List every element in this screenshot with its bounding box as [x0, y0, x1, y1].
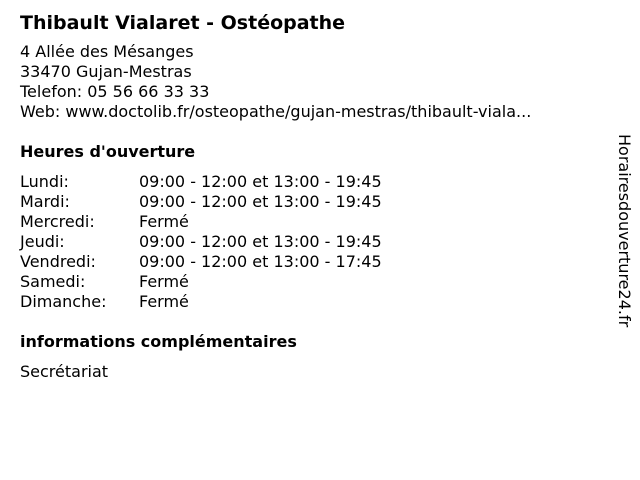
day-label: Vendredi:: [20, 252, 96, 271]
business-card: [20, 10, 600, 382]
phone-line: Telefon: 05 56 66 33 33: [20, 82, 210, 101]
info-text: Secrétariat: [20, 362, 109, 381]
day-label: Mercredi:: [20, 212, 95, 231]
day-label: Dimanche:: [20, 292, 107, 311]
business-title: Thibault Vialaret - Ostéopathe: [20, 12, 346, 34]
hours-row-sunday: [20, 292, 600, 312]
day-label: Jeudi:: [20, 232, 65, 251]
day-label: Lundi:: [20, 172, 69, 191]
hours-row-monday: [20, 172, 600, 192]
hours-row-wednesday: [20, 212, 600, 232]
web-line: Web: www.doctolib.fr/osteopathe/gujan-mestras/thibault-viala...: [20, 102, 532, 121]
hours-heading: Heures d'ouverture: [20, 142, 196, 161]
day-hours: 09:00 - 12:00 et 13:00 - 19:45: [139, 232, 382, 251]
day-hours: Fermé: [139, 212, 189, 231]
hours-list: [20, 172, 600, 312]
day-hours: 09:00 - 12:00 et 13:00 - 17:45: [139, 252, 382, 271]
hours-row-friday: [20, 252, 600, 272]
address-line-2: 33470 Gujan-Mestras: [20, 62, 192, 81]
day-hours: 09:00 - 12:00 et 13:00 - 19:45: [139, 192, 382, 211]
hours-row-thursday: [20, 232, 600, 252]
day-hours: Fermé: [139, 272, 189, 291]
day-label: Mardi:: [20, 192, 70, 211]
site-watermark: Horairesdouverture24.fr: [615, 134, 634, 328]
day-hours: Fermé: [139, 292, 189, 311]
hours-row-tuesday: [20, 192, 600, 212]
hours-row-saturday: [20, 272, 600, 292]
info-heading: informations complémentaires: [20, 332, 297, 351]
day-hours: 09:00 - 12:00 et 13:00 - 19:45: [139, 172, 382, 191]
address-line-1: 4 Allée des Mésanges: [20, 42, 194, 61]
day-label: Samedi:: [20, 272, 86, 291]
